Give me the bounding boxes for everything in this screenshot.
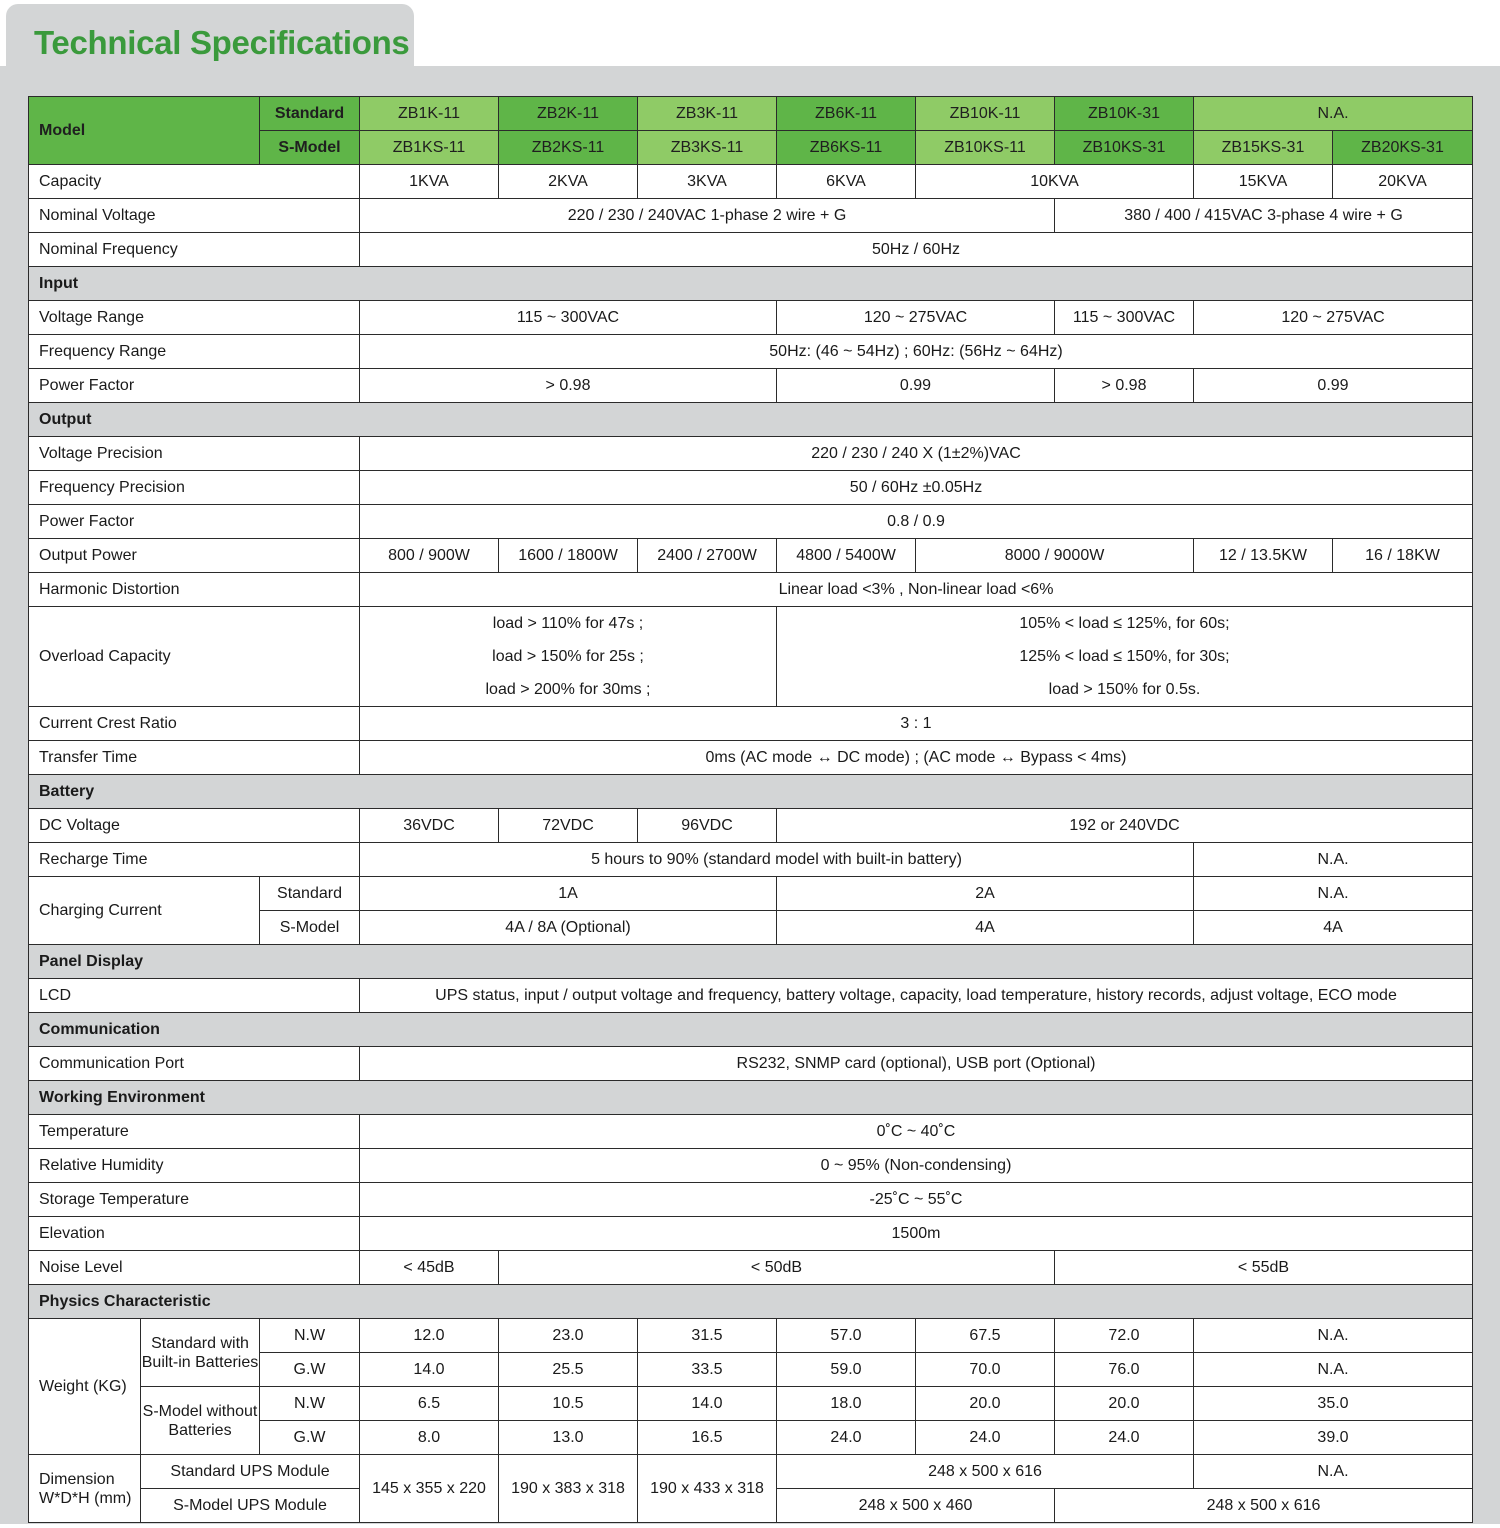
section-title: Panel Display <box>29 945 1473 979</box>
table-row <box>29 607 1473 707</box>
cell: < 50dB <box>499 1251 1055 1285</box>
sub-label: N.W <box>260 1387 360 1421</box>
row-label: Communication Port <box>29 1047 360 1081</box>
overload-line: 105% < load ≤ 125%, for 60s; <box>1019 615 1230 632</box>
row-label: Power Factor <box>29 505 360 539</box>
cell: 50Hz: (46 ~ 54Hz) ; 60Hz: (56Hz ~ 64Hz) <box>360 335 1473 369</box>
model-cell: ZB10K-11 <box>916 97 1055 131</box>
cell: 115 ~ 300VAC <box>1055 301 1194 335</box>
smodel-cell: ZB10KS-11 <box>916 131 1055 165</box>
cell: 76.0 <box>1055 1353 1194 1387</box>
row-label: Frequency Range <box>29 335 360 369</box>
table-row <box>29 1217 1473 1251</box>
table-row <box>29 199 1473 233</box>
table-row <box>29 809 1473 843</box>
section-title: Battery <box>29 775 1473 809</box>
cell: 0ms (AC mode ↔ DC mode) ; (AC mode ↔ Bypass < 4ms) <box>360 741 1473 775</box>
row-label: Voltage Precision <box>29 437 360 471</box>
row-label: Storage Temperature <box>29 1183 360 1217</box>
cell: 18.0 <box>777 1387 916 1421</box>
cell: 20.0 <box>916 1387 1055 1421</box>
title-tab <box>6 4 414 74</box>
cell: > 0.98 <box>1055 369 1194 403</box>
overload-line: load > 150% for 25s ; <box>492 648 644 665</box>
smodel-cell: ZB6KS-11 <box>777 131 916 165</box>
cell: 24.0 <box>1055 1421 1194 1455</box>
cell: 5 hours to 90% (standard model with built-in battery) <box>360 843 1194 877</box>
cell: 220 / 230 / 240VAC 1-phase 2 wire + G <box>360 199 1055 233</box>
table-row <box>29 1115 1473 1149</box>
cell: UPS status, input / output voltage and frequency, battery voltage, capacity, load temperature, history records, adjust voltage, ECO mode <box>360 979 1473 1013</box>
smodel-cell: ZB3KS-11 <box>638 131 777 165</box>
sub-label: S-Model UPS Module <box>141 1489 360 1523</box>
row-label: Frequency Precision <box>29 471 360 505</box>
row-label: Transfer Time <box>29 741 360 775</box>
cell: 20.0 <box>1055 1387 1194 1421</box>
cell: 36VDC <box>360 809 499 843</box>
row-label: Charging Current <box>29 877 260 945</box>
row-label: Output Power <box>29 539 360 573</box>
cell: 14.0 <box>638 1387 777 1421</box>
table-row <box>29 1149 1473 1183</box>
cell: 115 ~ 300VAC <box>360 301 777 335</box>
sub-label: Standard UPS Module <box>141 1455 360 1489</box>
header-row-standard <box>29 97 1473 131</box>
cell: 57.0 <box>777 1319 916 1353</box>
section-title: Physics Characteristic <box>29 1285 1473 1319</box>
table-row <box>29 1455 1473 1489</box>
cell: 1KVA <box>360 165 499 199</box>
section-row-battery <box>29 775 1473 809</box>
section-title: Output <box>29 403 1473 437</box>
model-cell: ZB2K-11 <box>499 97 638 131</box>
cell: 190 x 433 x 318 <box>638 1455 777 1523</box>
cell: 220 / 230 / 240 X (1±2%)VAC <box>360 437 1473 471</box>
row-label: Current Crest Ratio <box>29 707 360 741</box>
cell: 190 x 383 x 318 <box>499 1455 638 1523</box>
cell: N.A. <box>1194 1319 1473 1353</box>
model-cell: ZB3K-11 <box>638 97 777 131</box>
dimension-label: Dimension W*D*H (mm) <box>29 1455 141 1523</box>
cell: 145 x 355 x 220 <box>360 1455 499 1523</box>
cell: 248 x 500 x 616 <box>1055 1489 1473 1523</box>
table-row <box>29 573 1473 607</box>
cell: 14.0 <box>360 1353 499 1387</box>
model-cell: ZB6K-11 <box>777 97 916 131</box>
section-title: Communication <box>29 1013 1473 1047</box>
cell: 800 / 900W <box>360 539 499 573</box>
cell: N.A. <box>1194 1455 1473 1489</box>
table-row <box>29 233 1473 267</box>
cell: 2KVA <box>499 165 638 199</box>
cell: 248 x 500 x 460 <box>777 1489 1055 1523</box>
cell: 50Hz / 60Hz <box>360 233 1473 267</box>
cell: N.A. <box>1194 1353 1473 1387</box>
smodel-cell: ZB10KS-31 <box>1055 131 1194 165</box>
table-row <box>29 877 1473 911</box>
table-row <box>29 301 1473 335</box>
cell: 59.0 <box>777 1353 916 1387</box>
cell: 6.5 <box>360 1387 499 1421</box>
section-row-output <box>29 403 1473 437</box>
cell: 380 / 400 / 415VAC 3-phase 4 wire + G <box>1055 199 1473 233</box>
cell: 15KVA <box>1194 165 1333 199</box>
table-row <box>29 335 1473 369</box>
cell: 0.8 / 0.9 <box>360 505 1473 539</box>
section-row-working-environment <box>29 1081 1473 1115</box>
section-title: Input <box>29 267 1473 301</box>
cell: 24.0 <box>916 1421 1055 1455</box>
page-title: Technical Specifications <box>34 24 410 61</box>
row-label: Overload Capacity <box>29 607 360 707</box>
cell: Linear load <3% , Non-linear load <6% <box>360 573 1473 607</box>
section-row-physics <box>29 1285 1473 1319</box>
cell: 248 x 500 x 616 <box>777 1455 1194 1489</box>
cell: 120 ~ 275VAC <box>1194 301 1473 335</box>
cell: 72VDC <box>499 809 638 843</box>
row-label: Harmonic Distortion <box>29 573 360 607</box>
model-cell: N.A. <box>1194 97 1473 131</box>
weight-group-smodel: S-Model without Batteries <box>141 1387 260 1455</box>
cell: 192 or 240VDC <box>777 809 1473 843</box>
cell: 0˚C ~ 40˚C <box>360 1115 1473 1149</box>
cell: 3KVA <box>638 165 777 199</box>
row-label: Elevation <box>29 1217 360 1251</box>
cell: 0.99 <box>1194 369 1473 403</box>
table-row <box>29 979 1473 1013</box>
section-row-panel-display <box>29 945 1473 979</box>
cell: 10.5 <box>499 1387 638 1421</box>
table-row <box>29 369 1473 403</box>
table-row <box>29 1319 1473 1353</box>
sub-label: Standard <box>260 877 360 911</box>
cell: 16.5 <box>638 1421 777 1455</box>
smodel-cell: ZB1KS-11 <box>360 131 499 165</box>
overload-line: 125% < load ≤ 150%, for 30s; <box>1019 648 1230 665</box>
cell: 120 ~ 275VAC <box>777 301 1055 335</box>
cell: 20KVA <box>1333 165 1473 199</box>
cell: > 0.98 <box>360 369 777 403</box>
row-label: Relative Humidity <box>29 1149 360 1183</box>
table-row <box>29 437 1473 471</box>
cell: 0 ~ 95% (Non-condensing) <box>360 1149 1473 1183</box>
cell: 0.99 <box>777 369 1055 403</box>
cell: 12 / 13.5KW <box>1194 539 1333 573</box>
row-label: Power Factor <box>29 369 360 403</box>
sub-label: N.W <box>260 1319 360 1353</box>
cell: 10KVA <box>916 165 1194 199</box>
spec-table <box>28 96 1473 1523</box>
section-row-input <box>29 267 1473 301</box>
table-row <box>29 539 1473 573</box>
overload-line: load > 110% for 47s ; <box>492 615 644 632</box>
cell: N.A. <box>1194 843 1473 877</box>
model-cell: ZB1K-11 <box>360 97 499 131</box>
cell: 4A <box>777 911 1194 945</box>
cell: 67.5 <box>916 1319 1055 1353</box>
cell: 1500m <box>360 1217 1473 1251</box>
cell: 4800 / 5400W <box>777 539 916 573</box>
cell: RS232, SNMP card (optional), USB port (Optional) <box>360 1047 1473 1081</box>
cell: 1600 / 1800W <box>499 539 638 573</box>
table-row <box>29 1183 1473 1217</box>
table-row <box>29 471 1473 505</box>
cell: 12.0 <box>360 1319 499 1353</box>
cell: 50 / 60Hz ±0.05Hz <box>360 471 1473 505</box>
section-row-communication <box>29 1013 1473 1047</box>
cell: 16 / 18KW <box>1333 539 1473 573</box>
cell: 8000 / 9000W <box>916 539 1194 573</box>
cell: 31.5 <box>638 1319 777 1353</box>
table-row <box>29 1251 1473 1285</box>
table-row <box>29 741 1473 775</box>
cell: 6KVA <box>777 165 916 199</box>
cell: 70.0 <box>916 1353 1055 1387</box>
cell: 39.0 <box>1194 1421 1473 1455</box>
smodel-header: S-Model <box>260 131 360 165</box>
table-row <box>29 165 1473 199</box>
overload-right-cell <box>777 607 1473 707</box>
weight-label: Weight (KG) <box>29 1319 141 1455</box>
row-label: LCD <box>29 979 360 1013</box>
cell: 96VDC <box>638 809 777 843</box>
smodel-cell: ZB2KS-11 <box>499 131 638 165</box>
cell: 4A <box>1194 911 1473 945</box>
cell: 25.5 <box>499 1353 638 1387</box>
overload-line: load > 200% for 30ms ; <box>485 681 651 698</box>
overload-line: load > 150% for 0.5s. <box>1048 681 1201 698</box>
sub-label: S-Model <box>260 911 360 945</box>
cell: 35.0 <box>1194 1387 1473 1421</box>
cell: 13.0 <box>499 1421 638 1455</box>
cell: -25˚C ~ 55˚C <box>360 1183 1473 1217</box>
cell: 8.0 <box>360 1421 499 1455</box>
cell: 72.0 <box>1055 1319 1194 1353</box>
model-header: Model <box>29 97 260 165</box>
cell: 2400 / 2700W <box>638 539 777 573</box>
model-cell: ZB10K-31 <box>1055 97 1194 131</box>
row-label: Capacity <box>29 165 360 199</box>
sub-label: G.W <box>260 1421 360 1455</box>
cell: 2A <box>777 877 1194 911</box>
table-row <box>29 843 1473 877</box>
overload-left-cell <box>360 607 777 707</box>
table-row <box>29 1047 1473 1081</box>
row-label: Nominal Frequency <box>29 233 360 267</box>
row-label: Temperature <box>29 1115 360 1149</box>
cell: 3 : 1 <box>360 707 1473 741</box>
smodel-cell: ZB20KS-31 <box>1333 131 1473 165</box>
table-row <box>29 1387 1473 1421</box>
row-label: Nominal Voltage <box>29 199 360 233</box>
table-row <box>29 707 1473 741</box>
weight-group-standard: Standard with Built-in Batteries <box>141 1319 260 1387</box>
section-title: Working Environment <box>29 1081 1473 1115</box>
cell: 1A <box>360 877 777 911</box>
smodel-cell: ZB15KS-31 <box>1194 131 1333 165</box>
table-row <box>29 505 1473 539</box>
cell: 4A / 8A (Optional) <box>360 911 777 945</box>
standard-header: Standard <box>260 97 360 131</box>
row-label: Voltage Range <box>29 301 360 335</box>
row-label: Noise Level <box>29 1251 360 1285</box>
sub-label: G.W <box>260 1353 360 1387</box>
cell: 33.5 <box>638 1353 777 1387</box>
cell: < 45dB <box>360 1251 499 1285</box>
cell: 23.0 <box>499 1319 638 1353</box>
cell: < 55dB <box>1055 1251 1473 1285</box>
cell: N.A. <box>1194 877 1473 911</box>
row-label: DC Voltage <box>29 809 360 843</box>
row-label: Recharge Time <box>29 843 360 877</box>
cell: 24.0 <box>777 1421 916 1455</box>
